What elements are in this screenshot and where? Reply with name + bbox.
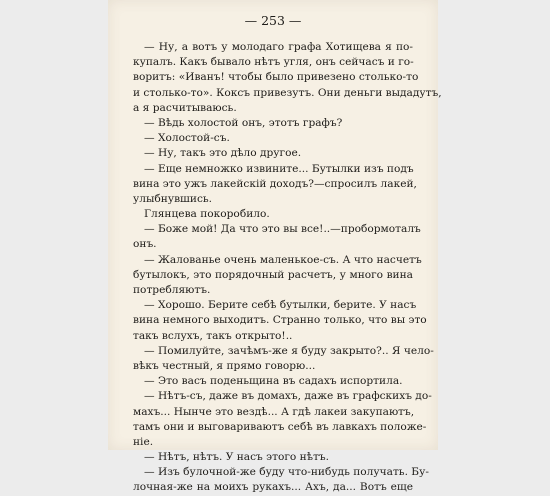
text-line: — Вѣдь холостой онъ, этотъ графъ? <box>144 116 343 129</box>
text-line: потребляютъ. <box>133 284 211 296</box>
text-line: улыбнувшись. <box>133 192 213 205</box>
text-line: такъ вслухъ, такъ открыто!.. <box>133 329 293 342</box>
text-line: махъ... Нынче это вездѣ... А гдѣ лакеи закупаютъ, <box>133 405 415 418</box>
text-line: лочная-же на моихъ рукахъ... Ахъ, да... Вотъ еще <box>133 481 413 494</box>
text-line: — Помилуйте, зачѣмъ-же я буду закрыто?.. Я чело- <box>144 344 434 357</box>
text-line: — Жалованье очень маленькое-съ. А что насчетъ <box>144 253 422 266</box>
text-line: вина немного выходитъ. Странно только, что вы это <box>133 314 427 327</box>
text-line: купалъ. Какъ бывало нѣтъ угля, онъ сейчасъ и го- <box>133 56 414 69</box>
text-line: тамъ они и выговариваютъ себѣ въ лавкахъ положе- <box>133 420 427 433</box>
text-line: а я расчитываюсь. <box>133 101 237 114</box>
text-line: — Это васъ поденьщина въ садахъ испортила. <box>144 375 403 388</box>
text-line: Глянцева покоробило. <box>144 208 270 221</box>
text-line: — Ну, такъ это дѣло другое. <box>144 147 302 160</box>
page-text <box>133 40 442 496</box>
text-line: и столько-то». Коксъ привезутъ. Они деньги выдадутъ, <box>133 86 442 99</box>
text-line: воритъ: «Иванъ! чтобы было привезено столько-то <box>133 71 419 84</box>
text-line: — Ну, а вотъ у молодаго графа Хотищева я по- <box>144 41 413 53</box>
text-line: — Нѣтъ-съ, даже въ домахъ, даже въ графскихъ до- <box>144 390 432 403</box>
text-line: бутылокъ, это порядочный расчетъ, у много вина <box>133 268 413 281</box>
text-line: вѣкъ честный, я прямо говорю... <box>133 359 316 372</box>
text-line: — Хорошо. Берите себѣ бутылки, берите. У насъ <box>144 299 417 312</box>
text-line: — Нѣтъ, нѣтъ. У насъ этого нѣтъ. <box>144 451 330 464</box>
text-line: — Изъ булочной-же буду что-нибудь получать. Бу- <box>144 466 429 479</box>
text-line: — Холостой-съ. <box>144 132 230 145</box>
text-line: ніе. <box>133 435 154 448</box>
page-number: — 253 — <box>244 13 302 28</box>
text-line: онъ. <box>133 238 157 251</box>
book-page <box>108 0 442 494</box>
text-line: — Еще немножко извините... Бутылки изъ подъ <box>144 162 414 175</box>
text-line: вина это ужъ лакейскій доходъ?—спросилъ лакей, <box>133 177 417 190</box>
text-line: — Боже мой! Да что это вы все!..—пробормоталъ <box>144 223 421 236</box>
